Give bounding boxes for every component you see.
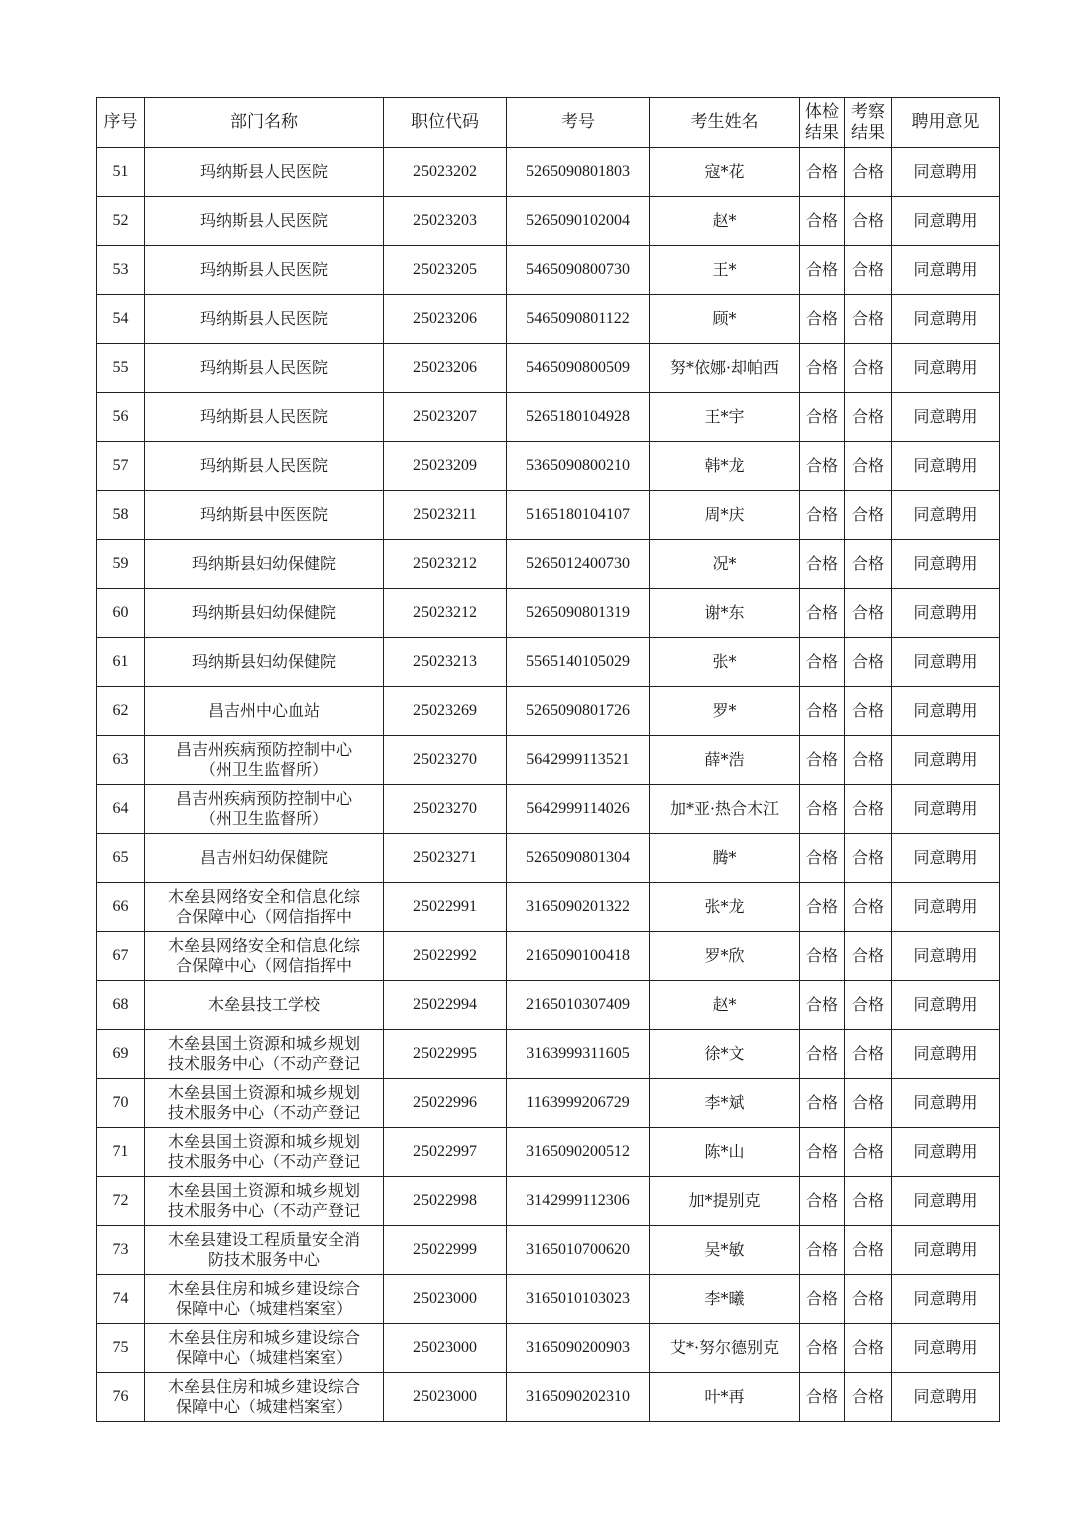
row-review-result: 合格 <box>845 1275 892 1324</box>
row-position-code: 25023271 <box>384 834 507 883</box>
department-line: 木垒县技工学校 <box>207 995 320 1014</box>
row-department <box>145 932 384 981</box>
department-line: 保障中心（城建档案室） <box>175 1299 352 1318</box>
row-medical-result: 合格 <box>800 785 845 834</box>
department-line: 技术服务中心（不动产登记 <box>167 1054 360 1073</box>
department-line: 技术服务中心（不动产登记 <box>167 1152 360 1171</box>
row-exam-no: 2165010307409 <box>507 981 650 1030</box>
row-review-result: 合格 <box>845 785 892 834</box>
row-position-code: 25023206 <box>384 344 507 393</box>
row-no: 61 <box>97 638 145 687</box>
row-position-code: 25023000 <box>384 1324 507 1373</box>
row-exam-no: 5565140105029 <box>507 638 650 687</box>
department-line: 保障中心（城建档案室） <box>175 1348 352 1367</box>
header-medical-line2: 结果 <box>805 122 839 143</box>
table-row <box>97 932 1000 981</box>
row-department <box>145 981 384 1030</box>
row-name: 薛*浩 <box>650 736 800 785</box>
row-opinion: 同意聘用 <box>892 1373 1000 1422</box>
row-no: 74 <box>97 1275 145 1324</box>
department-line: 木垒县国土资源和城乡规划 <box>167 1181 360 1200</box>
row-no: 75 <box>97 1324 145 1373</box>
table-row <box>97 1177 1000 1226</box>
table-row <box>97 687 1000 736</box>
row-medical-result: 合格 <box>800 1030 845 1079</box>
row-name: 加*提别克 <box>650 1177 800 1226</box>
table-row <box>97 736 1000 785</box>
hiring-roster-table <box>96 97 1000 1422</box>
row-name: 腾* <box>650 834 800 883</box>
row-department <box>145 687 384 736</box>
row-position-code: 25022995 <box>384 1030 507 1079</box>
row-medical-result: 合格 <box>800 638 845 687</box>
row-opinion: 同意聘用 <box>892 1226 1000 1275</box>
row-medical-result: 合格 <box>800 442 845 491</box>
row-exam-no: 5165180104107 <box>507 491 650 540</box>
department-line: 保障中心（城建档案室） <box>175 1397 352 1416</box>
table-header-row <box>97 98 1000 148</box>
row-exam-no: 5265090102004 <box>507 197 650 246</box>
row-no: 58 <box>97 491 145 540</box>
row-department <box>145 1373 384 1422</box>
department-line: 玛纳斯县妇幼保健院 <box>191 652 336 671</box>
header-medical-line1: 体检 <box>805 101 839 122</box>
department-line: 木垒县住房和城乡建设综合 <box>167 1377 360 1396</box>
row-position-code: 25023212 <box>384 540 507 589</box>
row-review-result: 合格 <box>845 932 892 981</box>
department-line: 合保障中心（网信指挥中 <box>175 907 352 926</box>
row-no: 52 <box>97 197 145 246</box>
row-review-result: 合格 <box>845 1079 892 1128</box>
row-no: 65 <box>97 834 145 883</box>
department-line: 玛纳斯县人民医院 <box>199 407 328 426</box>
row-exam-no: 2165090100418 <box>507 932 650 981</box>
row-opinion: 同意聘用 <box>892 785 1000 834</box>
row-exam-no: 5265090801803 <box>507 148 650 197</box>
row-opinion: 同意聘用 <box>892 540 1000 589</box>
row-medical-result: 合格 <box>800 1177 845 1226</box>
row-review-result: 合格 <box>845 1324 892 1373</box>
department-line: （州卫生监督所） <box>199 760 328 779</box>
row-opinion: 同意聘用 <box>892 981 1000 1030</box>
row-review-result: 合格 <box>845 981 892 1030</box>
row-name: 陈*山 <box>650 1128 800 1177</box>
header-review <box>845 98 892 148</box>
row-medical-result: 合格 <box>800 197 845 246</box>
row-review-result: 合格 <box>845 491 892 540</box>
department-line: 木垒县住房和城乡建设综合 <box>167 1328 360 1347</box>
department-line: 玛纳斯县中医医院 <box>199 505 328 524</box>
header-position-code: 职位代码 <box>384 98 507 148</box>
row-medical-result: 合格 <box>800 246 845 295</box>
row-position-code: 25022991 <box>384 883 507 932</box>
table-row <box>97 393 1000 442</box>
row-department <box>145 834 384 883</box>
row-review-result: 合格 <box>845 295 892 344</box>
row-name: 赵* <box>650 981 800 1030</box>
row-review-result: 合格 <box>845 540 892 589</box>
row-name: 叶*再 <box>650 1373 800 1422</box>
row-review-result: 合格 <box>845 197 892 246</box>
department-line: 木垒县网络安全和信息化综 <box>167 887 360 906</box>
row-name: 罗* <box>650 687 800 736</box>
row-exam-no: 3165090201322 <box>507 883 650 932</box>
department-line: 木垒县国土资源和城乡规划 <box>167 1083 360 1102</box>
row-position-code: 25023213 <box>384 638 507 687</box>
row-exam-no: 5642999114026 <box>507 785 650 834</box>
department-line: 玛纳斯县人民医院 <box>199 456 328 475</box>
row-review-result: 合格 <box>845 442 892 491</box>
row-opinion: 同意聘用 <box>892 197 1000 246</box>
row-exam-no: 3165010103023 <box>507 1275 650 1324</box>
row-name: 张*龙 <box>650 883 800 932</box>
header-review-line2: 结果 <box>851 122 885 143</box>
row-review-result: 合格 <box>845 687 892 736</box>
row-exam-no: 5265180104928 <box>507 393 650 442</box>
table-row <box>97 834 1000 883</box>
table-body <box>97 148 1000 1422</box>
table-row <box>97 981 1000 1030</box>
row-review-result: 合格 <box>845 834 892 883</box>
row-department <box>145 295 384 344</box>
row-position-code: 25023207 <box>384 393 507 442</box>
row-name: 徐*文 <box>650 1030 800 1079</box>
row-medical-result: 合格 <box>800 148 845 197</box>
table-row <box>97 1275 1000 1324</box>
row-opinion: 同意聘用 <box>892 638 1000 687</box>
row-department <box>145 1275 384 1324</box>
row-exam-no: 3165090200512 <box>507 1128 650 1177</box>
row-name: 艾*·努尔德别克 <box>650 1324 800 1373</box>
row-no: 71 <box>97 1128 145 1177</box>
row-review-result: 合格 <box>845 736 892 785</box>
table-row <box>97 344 1000 393</box>
row-exam-no: 5265090801319 <box>507 589 650 638</box>
row-department <box>145 883 384 932</box>
row-department <box>145 785 384 834</box>
row-opinion: 同意聘用 <box>892 589 1000 638</box>
row-exam-no: 1163999206729 <box>507 1079 650 1128</box>
row-medical-result: 合格 <box>800 834 845 883</box>
row-medical-result: 合格 <box>800 1226 845 1275</box>
row-no: 63 <box>97 736 145 785</box>
row-review-result: 合格 <box>845 1128 892 1177</box>
row-review-result: 合格 <box>845 638 892 687</box>
row-name: 张* <box>650 638 800 687</box>
row-medical-result: 合格 <box>800 687 845 736</box>
row-no: 67 <box>97 932 145 981</box>
row-name: 罗*欣 <box>650 932 800 981</box>
row-position-code: 25023205 <box>384 246 507 295</box>
row-position-code: 25022999 <box>384 1226 507 1275</box>
row-name: 王* <box>650 246 800 295</box>
row-review-result: 合格 <box>845 883 892 932</box>
row-department <box>145 1128 384 1177</box>
row-position-code: 25023206 <box>384 295 507 344</box>
row-medical-result: 合格 <box>800 295 845 344</box>
row-department <box>145 1226 384 1275</box>
row-review-result: 合格 <box>845 1177 892 1226</box>
row-no: 57 <box>97 442 145 491</box>
row-position-code: 25023211 <box>384 491 507 540</box>
row-medical-result: 合格 <box>800 589 845 638</box>
header-department: 部门名称 <box>145 98 384 148</box>
row-position-code: 25023270 <box>384 736 507 785</box>
row-name: 吴*敏 <box>650 1226 800 1275</box>
department-line: 昌吉州疾病预防控制中心 <box>175 740 352 759</box>
department-line: 昌吉州疾病预防控制中心 <box>175 789 352 808</box>
row-department <box>145 442 384 491</box>
department-line: 木垒县国土资源和城乡规划 <box>167 1034 360 1053</box>
row-position-code: 25023212 <box>384 589 507 638</box>
row-medical-result: 合格 <box>800 736 845 785</box>
header-review-line1: 考察 <box>851 101 885 122</box>
row-medical-result: 合格 <box>800 1324 845 1373</box>
row-department <box>145 148 384 197</box>
row-position-code: 25022996 <box>384 1079 507 1128</box>
row-position-code: 25023202 <box>384 148 507 197</box>
department-line: 技术服务中心（不动产登记 <box>167 1103 360 1122</box>
department-line: 玛纳斯县人民医院 <box>199 309 328 328</box>
header-medical <box>800 98 845 148</box>
row-exam-no: 5465090800509 <box>507 344 650 393</box>
table-row <box>97 785 1000 834</box>
row-exam-no: 3165090200903 <box>507 1324 650 1373</box>
row-medical-result: 合格 <box>800 1373 845 1422</box>
row-name: 周*庆 <box>650 491 800 540</box>
header-name: 考生姓名 <box>650 98 800 148</box>
table-row <box>97 540 1000 589</box>
row-review-result: 合格 <box>845 393 892 442</box>
row-medical-result: 合格 <box>800 1128 845 1177</box>
row-department <box>145 540 384 589</box>
row-position-code: 25023209 <box>384 442 507 491</box>
row-no: 76 <box>97 1373 145 1422</box>
row-no: 60 <box>97 589 145 638</box>
row-opinion: 同意聘用 <box>892 1079 1000 1128</box>
row-no: 64 <box>97 785 145 834</box>
row-department <box>145 1324 384 1373</box>
table-row <box>97 1030 1000 1079</box>
row-exam-no: 3163999311605 <box>507 1030 650 1079</box>
row-exam-no: 3142999112306 <box>507 1177 650 1226</box>
table-row <box>97 1079 1000 1128</box>
row-department <box>145 1177 384 1226</box>
row-department <box>145 1079 384 1128</box>
row-opinion: 同意聘用 <box>892 393 1000 442</box>
row-opinion: 同意聘用 <box>892 1030 1000 1079</box>
row-position-code: 25022992 <box>384 932 507 981</box>
row-department <box>145 1030 384 1079</box>
row-department <box>145 638 384 687</box>
row-opinion: 同意聘用 <box>892 148 1000 197</box>
row-opinion: 同意聘用 <box>892 1275 1000 1324</box>
row-no: 62 <box>97 687 145 736</box>
department-line: 昌吉州妇幼保健院 <box>199 848 328 867</box>
row-no: 55 <box>97 344 145 393</box>
row-no: 70 <box>97 1079 145 1128</box>
table-row <box>97 1128 1000 1177</box>
row-no: 66 <box>97 883 145 932</box>
row-opinion: 同意聘用 <box>892 932 1000 981</box>
department-line: 木垒县国土资源和城乡规划 <box>167 1132 360 1151</box>
row-exam-no: 5465090801122 <box>507 295 650 344</box>
row-no: 59 <box>97 540 145 589</box>
department-line: 玛纳斯县人民医院 <box>199 162 328 181</box>
row-department <box>145 246 384 295</box>
row-name: 加*亚·热合木江 <box>650 785 800 834</box>
row-department <box>145 344 384 393</box>
table-row <box>97 1373 1000 1422</box>
row-no: 56 <box>97 393 145 442</box>
row-name: 努*依娜·却帕西 <box>650 344 800 393</box>
row-name: 李*斌 <box>650 1079 800 1128</box>
department-line: 木垒县网络安全和信息化综 <box>167 936 360 955</box>
row-opinion: 同意聘用 <box>892 344 1000 393</box>
department-line: 玛纳斯县妇幼保健院 <box>191 603 336 622</box>
row-review-result: 合格 <box>845 246 892 295</box>
table-row <box>97 638 1000 687</box>
department-line: 玛纳斯县人民医院 <box>199 211 328 230</box>
row-position-code: 25022997 <box>384 1128 507 1177</box>
row-no: 53 <box>97 246 145 295</box>
row-position-code: 25022998 <box>384 1177 507 1226</box>
row-review-result: 合格 <box>845 589 892 638</box>
row-medical-result: 合格 <box>800 393 845 442</box>
row-opinion: 同意聘用 <box>892 295 1000 344</box>
department-line: 合保障中心（网信指挥中 <box>175 956 352 975</box>
table-row <box>97 1226 1000 1275</box>
row-review-result: 合格 <box>845 1226 892 1275</box>
row-position-code: 25023000 <box>384 1373 507 1422</box>
header-opinion: 聘用意见 <box>892 98 1000 148</box>
row-opinion: 同意聘用 <box>892 442 1000 491</box>
table-row <box>97 295 1000 344</box>
row-medical-result: 合格 <box>800 883 845 932</box>
header-exam-no: 考号 <box>507 98 650 148</box>
header-no: 序号 <box>97 98 145 148</box>
row-name: 王*宇 <box>650 393 800 442</box>
row-exam-no: 5365090800210 <box>507 442 650 491</box>
row-name: 韩*龙 <box>650 442 800 491</box>
row-medical-result: 合格 <box>800 1275 845 1324</box>
row-review-result: 合格 <box>845 344 892 393</box>
row-name: 谢*东 <box>650 589 800 638</box>
row-medical-result: 合格 <box>800 491 845 540</box>
department-line: 木垒县住房和城乡建设综合 <box>167 1279 360 1298</box>
row-opinion: 同意聘用 <box>892 687 1000 736</box>
row-no: 69 <box>97 1030 145 1079</box>
row-position-code: 25023000 <box>384 1275 507 1324</box>
row-opinion: 同意聘用 <box>892 1177 1000 1226</box>
row-position-code: 25023203 <box>384 197 507 246</box>
row-opinion: 同意聘用 <box>892 246 1000 295</box>
department-line: 玛纳斯县人民医院 <box>199 260 328 279</box>
row-opinion: 同意聘用 <box>892 1324 1000 1373</box>
row-exam-no: 5465090800730 <box>507 246 650 295</box>
row-exam-no: 5265012400730 <box>507 540 650 589</box>
row-opinion: 同意聘用 <box>892 736 1000 785</box>
table-row <box>97 246 1000 295</box>
row-exam-no: 3165010700620 <box>507 1226 650 1275</box>
row-no: 72 <box>97 1177 145 1226</box>
row-exam-no: 5642999113521 <box>507 736 650 785</box>
row-name: 况* <box>650 540 800 589</box>
row-opinion: 同意聘用 <box>892 883 1000 932</box>
row-name: 李*曦 <box>650 1275 800 1324</box>
table-row <box>97 491 1000 540</box>
table-row <box>97 148 1000 197</box>
row-opinion: 同意聘用 <box>892 491 1000 540</box>
table-row <box>97 1324 1000 1373</box>
row-no: 68 <box>97 981 145 1030</box>
row-review-result: 合格 <box>845 148 892 197</box>
row-no: 73 <box>97 1226 145 1275</box>
row-review-result: 合格 <box>845 1030 892 1079</box>
row-position-code: 25023270 <box>384 785 507 834</box>
row-opinion: 同意聘用 <box>892 1128 1000 1177</box>
department-line: 昌吉州中心血站 <box>207 701 320 720</box>
row-medical-result: 合格 <box>800 932 845 981</box>
department-line: 防技术服务中心 <box>207 1250 320 1269</box>
row-name: 赵* <box>650 197 800 246</box>
row-department <box>145 491 384 540</box>
row-exam-no: 3165090202310 <box>507 1373 650 1422</box>
row-department <box>145 197 384 246</box>
department-line: 玛纳斯县人民医院 <box>199 358 328 377</box>
row-medical-result: 合格 <box>800 1079 845 1128</box>
table-row <box>97 883 1000 932</box>
row-name: 寇*花 <box>650 148 800 197</box>
row-review-result: 合格 <box>845 1373 892 1422</box>
row-medical-result: 合格 <box>800 540 845 589</box>
row-department <box>145 393 384 442</box>
row-medical-result: 合格 <box>800 344 845 393</box>
department-line: 木垒县建设工程质量安全消 <box>167 1230 360 1249</box>
row-department <box>145 589 384 638</box>
table-row <box>97 589 1000 638</box>
row-no: 51 <box>97 148 145 197</box>
department-line: 玛纳斯县妇幼保健院 <box>191 554 336 573</box>
department-line: 技术服务中心（不动产登记 <box>167 1201 360 1220</box>
row-no: 54 <box>97 295 145 344</box>
row-exam-no: 5265090801304 <box>507 834 650 883</box>
row-department <box>145 736 384 785</box>
row-exam-no: 5265090801726 <box>507 687 650 736</box>
row-medical-result: 合格 <box>800 981 845 1030</box>
table-row <box>97 197 1000 246</box>
row-opinion: 同意聘用 <box>892 834 1000 883</box>
table-row <box>97 442 1000 491</box>
row-position-code: 25023269 <box>384 687 507 736</box>
department-line: （州卫生监督所） <box>199 809 328 828</box>
row-name: 顾* <box>650 295 800 344</box>
row-position-code: 25022994 <box>384 981 507 1030</box>
